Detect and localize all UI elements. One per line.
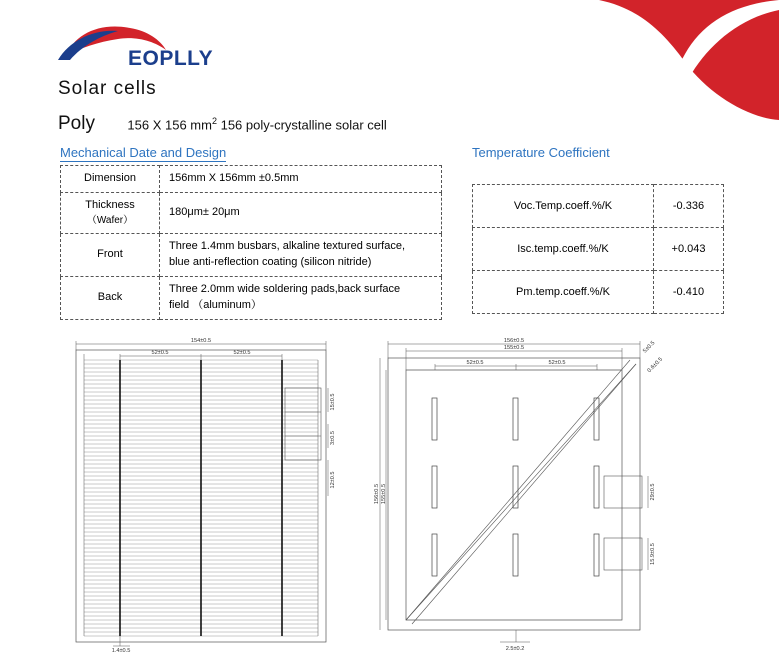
table-row	[61, 166, 442, 193]
mechanical-table	[60, 165, 442, 320]
table-row	[473, 228, 724, 271]
brand-logo	[56, 20, 236, 74]
table-row	[61, 192, 442, 233]
temperature-table	[472, 184, 724, 314]
coefficient-label: Pm.temp.coeff.%/K	[473, 271, 654, 314]
row-label-cell: Back	[61, 277, 160, 320]
table-row	[473, 185, 724, 228]
coefficient-value: +0.043	[654, 228, 724, 271]
row-value-cell: Three 2.0mm wide soldering pads,back surface field （aluminum）	[160, 277, 442, 320]
dim-back-seg-left: 52±0.5	[466, 360, 484, 366]
dim-front-right-3: 12±0.5	[330, 471, 336, 489]
table-row	[61, 234, 442, 277]
dim-front-overall: 154±0.5	[190, 338, 212, 344]
dim-back-overall-top: 156±0.5	[503, 338, 525, 344]
table-row	[473, 271, 724, 314]
dim-front-right-2: 3±0.5	[330, 431, 336, 445]
row-label-cell: Front	[61, 234, 160, 277]
dim-front-right-1: 15±0.5	[330, 393, 336, 411]
dim-back-corner-1: 5±0.5	[642, 340, 657, 355]
page-title: Solar cells	[58, 78, 157, 99]
dim-front-busbar-width: 1.4±0.5	[111, 648, 131, 654]
section-title-mechanical: Mechanical Date and Design	[60, 145, 227, 160]
product-type-label: Poly	[58, 113, 95, 134]
row-value-cell: 180μm± 20μm	[160, 192, 442, 233]
dim-back-inner-top: 155±0.5	[503, 345, 525, 351]
table-row	[61, 277, 442, 320]
section-title-temperature: Temperature Coefficient	[472, 145, 610, 160]
dim-front-seg-right: 52±0.5	[233, 350, 251, 356]
dim-back-corner-2: 0.6±0.5	[646, 356, 664, 374]
dim-back-right-1: 29±0.5	[650, 483, 656, 501]
row-label-cell: Dimension	[61, 166, 160, 193]
dim-back-pad-width: 2.5±0.2	[505, 646, 525, 652]
dim-back-inner-left: 155±0.5	[381, 483, 387, 505]
brand-name: EOPLLY	[128, 47, 214, 70]
coefficient-label: Voc.Temp.coeff.%/K	[473, 185, 654, 228]
corner-swoosh-decoration	[589, 0, 779, 120]
row-label-cell: Thickness （Wafer）	[61, 192, 160, 233]
product-type-row	[58, 113, 387, 135]
front-view-drawing	[58, 336, 358, 654]
back-view-drawing	[372, 336, 672, 654]
product-type-description: 156 X 156 $mm^2$ 156 poly-crystalline solar cell	[127, 115, 387, 132]
coefficient-value: -0.410	[654, 271, 724, 314]
dim-back-right-2: 15.9±0.5	[650, 543, 656, 565]
dim-back-overall-left: 156±0.5	[374, 483, 380, 505]
dim-front-seg-left: 52±0.5	[151, 350, 169, 356]
coefficient-label: Isc.temp.coeff.%/K	[473, 228, 654, 271]
dim-back-seg-right: 52±0.5	[548, 360, 566, 366]
coefficient-value: -0.336	[654, 185, 724, 228]
row-value-cell: Three 1.4mm busbars, alkaline textured surface, blue anti-reflection coating (silicon nitride)	[160, 234, 442, 277]
row-value-cell: 156mm X 156mm ±0.5mm	[160, 166, 442, 193]
